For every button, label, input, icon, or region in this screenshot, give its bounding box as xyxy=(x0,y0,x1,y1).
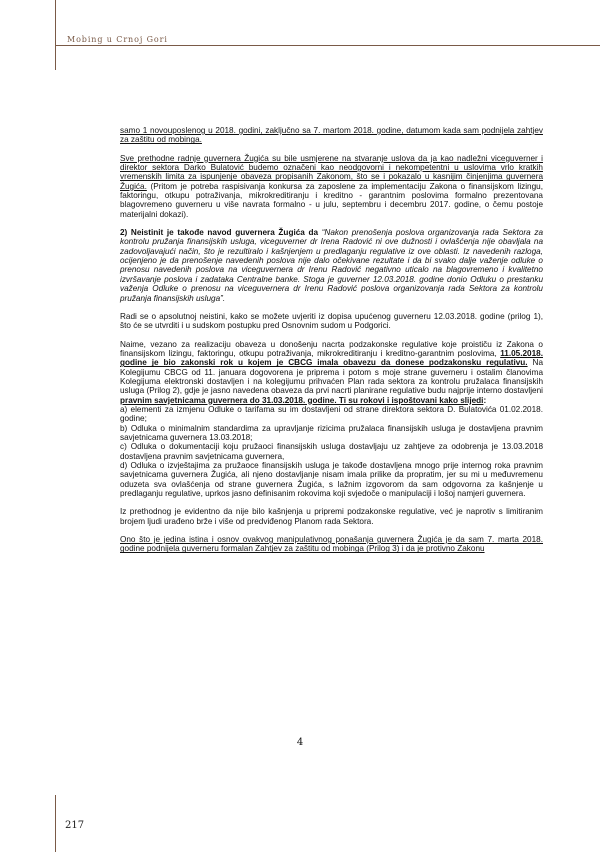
refutation-text: Radi se o apsolutnoj neistini, kako se možete uvjeriti iz dopisa upućenog guverneru 12.03.2018. godine (prilog 1), što će se utvrditi i u sudskom postupku pred Osnovnim sudom u Podgorici. xyxy=(120,311,543,331)
paragraph-truth xyxy=(120,535,543,554)
paragraph-intro-text: samo 1 novouposlenog u 2018. godini, zaključno sa 7. martom 2018. godine, datumom kada sam podnijela zahtjev za zaštitu od mobinga. xyxy=(120,126,543,145)
paragraph-refutation xyxy=(120,312,543,331)
list-item-a: a) elementi za izmjenu Odluke o tarifama su im dostavljeni od strane direktora sektora D. Bulatovića 01.02.2018. godine; xyxy=(120,404,543,424)
paragraph-conclusion xyxy=(120,507,543,526)
prior-actions-rest: (Pritom je potreba raspisivanja konkursa za zaposlene za implementaciju Zakona o finansijskom lizingu, faktoringu, otkupu potraživanja, mikrokreditiranju i kreditno - garantnim poslovima formalno prezentovana blagovremeno guverneru u više navrata formalno - u julu, septembru i decembru 2017. godine, o čemu postoje materijalni dokazi). xyxy=(120,181,543,219)
deadlines-plan: Na Kolegijumu CBCG od 11. januara dogovorena je priprema i potom s moje strane guverneru i ostalim članovima Kolegijuma elektronski dostavljen i na kolegijumu prihvaćen Plan rada sektora za kontrolu pružalaca finansijskih usluga (Prilog 2), gdje je jasno navedena obaveza da prvi nacrti planirane regulative budu najprije interno dostavljeni xyxy=(120,358,543,396)
truth-text: Ono što je jedina istina i osnov ovakvog manipulativnog ponašanja guvernera Žugića je da sam 7. marta 2018. godine podnijela guverneru formalan Zahtjev za zaštitu od mobinga (Prilog 3) i da je protivno Zakonu xyxy=(120,535,543,554)
prior-actions-underlined: Sve prethodne radnje guvernera Žugića su bile usmjerene na stvaranje uslova da ja kao nadležni viceguverner i direktor sektora Darko Bulatović budemo označeni kao neodgovorni i nekompetentni u uslovima vrlo kratkih vremenskih limita za ispunjenje obaveza propisanih Zakonom, što se i pokazalo u kasnijim činjenjima guvernera Žugića. xyxy=(120,153,543,191)
deadlines-intro: Naime, vezano za realizaciju obaveza u donošenju nacrta podzakonske regulative koje proističu iz Zakona o finansijskom lizingu, faktoringu, otkupu potraživanja, mikrokreditiranju i kreditno-garantnim poslovima, xyxy=(120,339,543,358)
deadlines-legal-deadline: 11.05.2018. godine je bio zakonski rok u kojem je CBCG imala obavezu da donese podzakonsku regulativu. xyxy=(120,348,543,368)
book-footer xyxy=(55,795,600,852)
header-vertical-rule xyxy=(55,0,56,70)
list-item-b: b) Odluka o minimalnim standardima za upravljanje rizicima pružalaca finansijskih usluga je dostavljena pravnim savjetnicama guvernera 13.03.2018; xyxy=(120,423,543,442)
document-page-number: 4 xyxy=(296,737,304,748)
deadlines-internal-deadline: pravnim savjetnicama guvernera do 31.03.2018. godine. Ti su rokovi i ispoštovani kako slijedi xyxy=(120,395,484,405)
claim-2-heading: 2) Neistinit je takođe navod guvernera Žugića da xyxy=(120,228,322,238)
paragraph-claim-2 xyxy=(120,228,543,303)
header-horizontal-rule xyxy=(55,45,600,46)
book-title: Mobing u Crnoj Gori xyxy=(67,35,168,44)
list-item-d: d) Odluka o izvještajima za pružaoce finansijskih usluga je takođe dostavljena mnogo prije internog roka pravnim savjetnicama guvernera Žugića, ali njeno dostavljanje nisam imala prilike da propratim, jer su mi u međuvremenu oduzeta sva ovlašćenja od strane guvernera Žugića, s lažnim izgovorom da sam odgovorna za kašnjenje u predlaganju regulative, uprkos jasno definisanim rokovima koji svjedoče o manipulaciji i lošoj namjeri guvernera. xyxy=(120,461,543,499)
paragraph-deadlines xyxy=(120,340,543,405)
deadlines-colon: : xyxy=(483,395,487,405)
document-body xyxy=(120,126,543,563)
list-item-c: c) Odluka o dokumentaciji koju pružaoci finansijskih usluga dostavljaju uz zahtjeve za odobrenja je 13.03.2018 dostavljena pravnim savjetnicama guvernera, xyxy=(120,442,543,461)
book-page-number: 217 xyxy=(65,820,85,831)
paragraph-prior-actions xyxy=(120,154,543,219)
paragraph-intro xyxy=(120,126,543,145)
conclusion-text: Iz prethodnog je evidentno da nije bilo kašnjenja u pripremi podzakonske regulative, već je naprotiv s limitiranim brojem ljudi urađeno brže i više od predviđenog Planom rada Sektora. xyxy=(120,507,543,526)
footer-vertical-rule xyxy=(55,795,56,852)
book-header xyxy=(55,0,600,70)
claim-2-quote: “Nakon prenošenja poslova organizovanja rada Sektora za kontrolu pružanja finansijskih usluga, viceguverner dr Irena Radović ni ove dužnosti i ovlašćenja nije obavljala na zadovoljavajući način, što je rezultiralo i kašnjenjem u predlaganju regulative iz ove oblasti. Iz navedenih razloga, ocijenjeno je da prenošenje navedenih poslova nije dalo očekivane rezultate i da bi svako dalje važenje odluke o prenosu navedenih poslova na viceguvernera dr Irenu Radović negativno uticalo na blagovremeno i kvalitetno izvršavanje poslova i zadataka Centralne banke. Stoga je guverner 12.03.2018. godine donio Odluku o prestanku važenja Odluke o prenosu na viceguvernera dr Irenu Radović poslova organizovanja rada Sektora za kontrolu pružanja finansijskih usluga”. xyxy=(120,228,544,303)
